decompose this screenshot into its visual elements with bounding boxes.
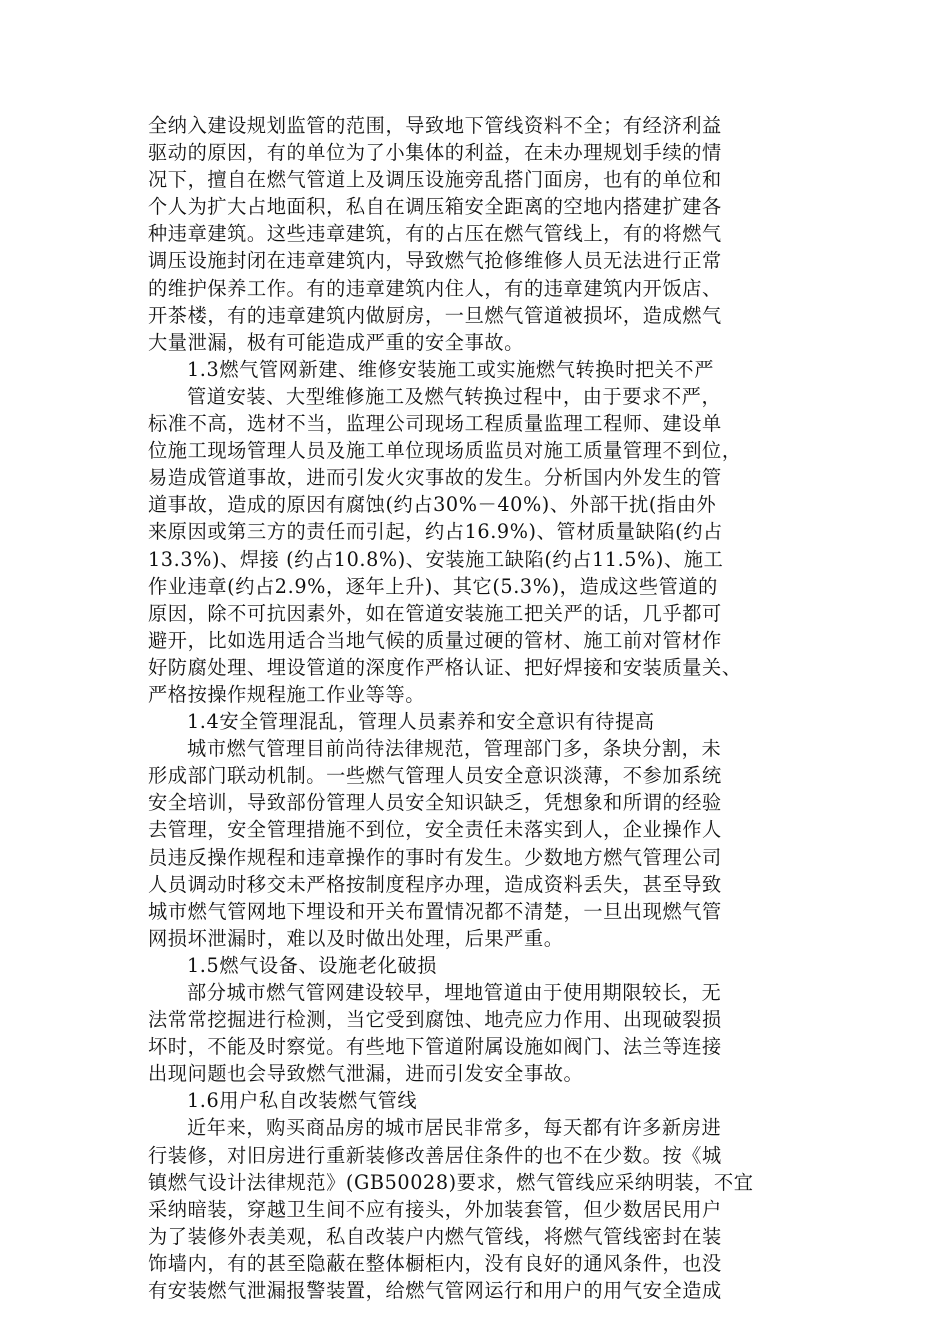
text-line: 镇燃气设计法律规范》(GB50028)要求，燃气管线应采纳明装，不宜 (148, 1170, 754, 1194)
text-line: 易造成管道事故，进而引发火灾事故的发生。分析国内外发生的管 (148, 466, 722, 490)
text-line: 开茶楼，有的违章建筑内做厨房，一旦燃气管道被损坏，造成燃气 (148, 303, 722, 327)
text-line: 原因，除不可抗因素外，如在管道安装施工把关严的话，几乎都可 (148, 601, 722, 625)
text-line: 13.3%)、焊接 (约占10.8%)、安装施工缺陷(约占11.5%)、施工 (148, 547, 724, 571)
text-line: 人员调动时移交未严格按制度程序办理，造成资料丢失，甚至导致 (148, 872, 722, 896)
text-line: 个人为扩大占地面积，私自在调压箱安全距离的空地内搭建扩建各 (148, 195, 722, 219)
text-line: 1.3燃气管网新建、维修安装施工或实施燃气转换时把关不严 (187, 357, 715, 381)
text-line: 管道安装、大型维修施工及燃气转换过程中，由于要求不严， (187, 384, 722, 408)
text-line: 种违章建筑。这些违章建筑，有的占压在燃气管线上，有的将燃气 (148, 222, 722, 246)
text-line: 严格按操作规程施工作业等等。 (148, 682, 426, 706)
text-line: 大量泄漏，极有可能造成严重的安全事故。 (148, 330, 524, 354)
text-line: 去管理，安全管理措施不到位，安全责任未落实到人，企业操作人 (148, 818, 722, 842)
text-line: 1.6用户私自改装燃气管线 (187, 1089, 418, 1113)
text-line: 调压设施封闭在违章建筑内，导致燃气抢修维修人员无法进行正常 (148, 249, 722, 273)
text-line: 出现问题也会导致燃气泄漏，进而引发安全事故。 (148, 1062, 584, 1086)
text-line: 为了装修外表美观，私自改装户内燃气管线，将燃气管线密封在装 (148, 1224, 722, 1248)
text-line: 员违反操作规程和违章操作的事时有发生。少数地方燃气管理公司 (148, 845, 722, 869)
text-line: 况下，擅自在燃气管道上及调压设施旁乱搭门面房，也有的单位和 (148, 168, 722, 192)
text-line: 形成部门联动机制。一些燃气管理人员安全意识淡薄，不参加系统 (148, 764, 722, 788)
text-line: 标准不高，选材不当，监理公司现场工程质量监理工程师、建设单 (148, 412, 722, 436)
text-line: 好防腐处理、埋设管道的深度作严格认证、把好焊接和安装质量关、 (148, 655, 742, 679)
text-line: 坏时，不能及时察觉。有些地下管道附属设施如阀门、法兰等连接 (148, 1035, 722, 1059)
text-line: 网损坏泄漏时，难以及时做出处理，后果严重。 (148, 926, 564, 950)
text-line: 位施工现场管理人员及施工单位现场质监员对施工质量管理不到位， (148, 439, 742, 463)
text-line: 部分城市燃气管网建设较早，埋地管道由于使用期限较长，无 (187, 981, 722, 1004)
text-line: 行装修，对旧房进行重新装修改善居住条件的也不在少数。按《城 (148, 1143, 722, 1167)
text-line: 城市燃气管理目前尚待法律规范，管理部门多，条块分割，未 (187, 737, 722, 761)
text-line: 全纳入建设规划监管的范围，导致地下管线资料不全；有经济利益 (148, 114, 722, 137)
text-line: 1.4安全管理混乱，管理人员素养和安全意识有待提高 (187, 710, 655, 734)
text-line: 作业违章(约占2.9%，逐年上升)、其它(5.3%)，造成这些管道的 (148, 574, 718, 598)
text-line: 避开，比如选用适合当地气候的质量过硬的管材、施工前对管材作 (148, 628, 722, 652)
text-line: 有安装燃气泄漏报警装置，给燃气管网运行和用户的用气安全造成 (148, 1279, 722, 1303)
text-line: 道事故，造成的原因有腐蚀(约占30%－40%)、外部干扰(指由外 (148, 493, 717, 517)
text-line: 城市燃气管网地下埋设和开关布置情况都不清楚，一旦出现燃气管 (148, 899, 722, 923)
text-line: 来原因或第三方的责任而引起，约占16.9%)、管材质量缺陷(约占 (148, 520, 723, 544)
text-line: 的维护保养工作。有的违章建筑内住人，有的违章建筑内开饭店、 (148, 276, 722, 300)
text-line: 采纳暗装，穿越卫生间不应有接头，外加装套管，但少数居民用户 (148, 1197, 722, 1221)
text-line: 饰墙内，有的甚至隐蔽在整体橱柜内，没有良好的通风条件，也没 (148, 1251, 722, 1275)
text-line: 近年来，购买商品房的城市居民非常多，每天都有许多新房进 (187, 1116, 722, 1140)
text-line: 驱动的原因，有的单位为了小集体的利益，在未办理规划手续的情 (148, 141, 722, 165)
text-line: 安全培训，导致部份管理人员安全知识缺乏，凭想象和所谓的经验 (148, 791, 722, 815)
document-page (148, 112, 812, 1304)
text-line: 法常常挖掘进行检测，当它受到腐蚀、地壳应力作用、出现破裂损 (148, 1008, 722, 1032)
text-line: 1.5燃气设备、设施老化破损 (187, 953, 437, 977)
